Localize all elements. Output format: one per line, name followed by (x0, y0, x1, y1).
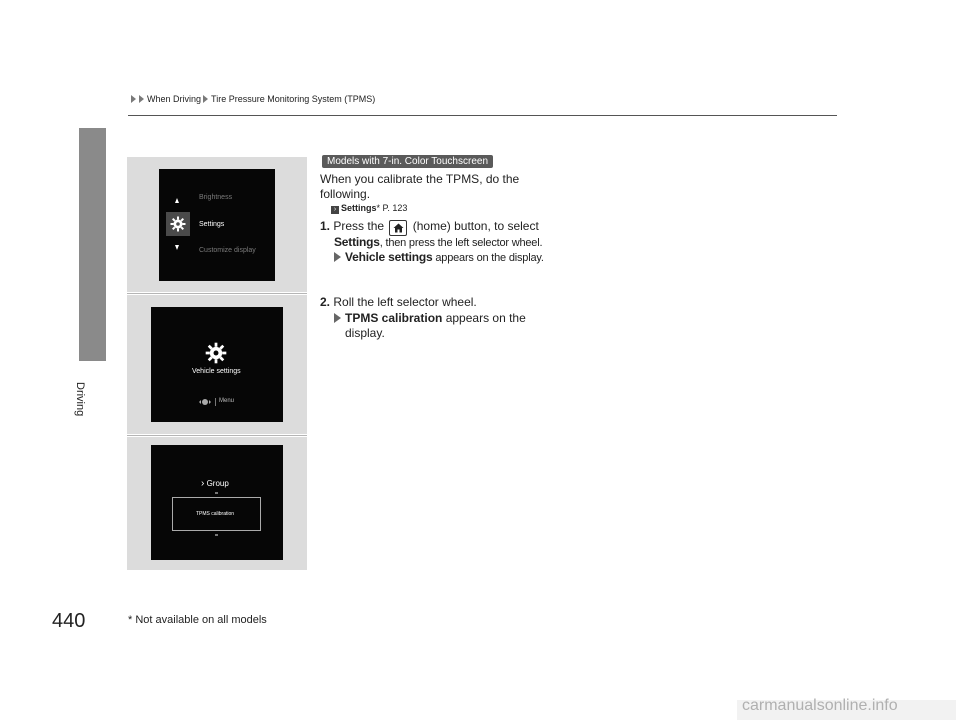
step-1-result (334, 249, 544, 266)
intro-line: following. (320, 187, 371, 201)
chapter-tab (79, 128, 106, 361)
breadcrumb-arrow-icon (203, 95, 208, 103)
reference-page: P. 123 (382, 203, 408, 213)
step-text: (home) button, to select (412, 219, 539, 233)
result-text: appears on the (445, 311, 526, 325)
vehicle-settings-title: Vehicle settings (192, 368, 241, 375)
gear-icon (170, 216, 186, 232)
cross-reference[interactable] (331, 203, 407, 214)
step-2 (320, 294, 477, 310)
breadcrumb (131, 94, 375, 104)
selected-item-frame (172, 497, 261, 531)
group-label: Group (206, 479, 229, 488)
breadcrumb-arrow-icon (139, 95, 144, 103)
screen-image-panel (127, 295, 307, 434)
menu-item-customize-display: Customize display (199, 247, 256, 254)
screen-image-panel (127, 437, 307, 570)
display-screen (151, 307, 283, 422)
arrow-down-icon (175, 245, 179, 250)
panel-separator (127, 293, 307, 294)
page-number: 440 (52, 610, 86, 632)
model-badge: Models with 7-in. Color Touchscreen (322, 155, 493, 168)
breadcrumb-item[interactable]: Tire Pressure Monitoring System (TPMS) (211, 94, 376, 104)
reference-arrow-icon: › (331, 206, 339, 214)
result-bold-term: TPMS calibration (345, 311, 443, 325)
step-text: , then press the left selector wheel. (379, 237, 543, 249)
chapter-label: Driving (74, 382, 86, 417)
display-screen (151, 445, 283, 560)
step-bold-term: Settings (334, 235, 380, 249)
result-text: appears on the display. (435, 252, 544, 264)
tpms-calibration-item: TPMS calibration (196, 511, 235, 517)
display-screen (159, 169, 275, 281)
breadcrumb-item[interactable]: When Driving (147, 94, 202, 104)
step-text: Roll the left selector wheel. (333, 295, 477, 309)
intro-text (320, 172, 519, 202)
step-number: 2. (320, 295, 331, 309)
step-2-result (334, 310, 526, 326)
header-rule (128, 115, 837, 116)
watermark: carmanualsonline.info (742, 697, 898, 714)
menu-item-settings: Settings (199, 221, 225, 228)
chevron-right-icon: › (201, 478, 205, 489)
result-arrow-icon (334, 313, 341, 323)
scroll-indicator-down-icon (215, 534, 218, 536)
result-text: display. (345, 326, 385, 340)
panel-separator (127, 435, 307, 436)
hint-divider (215, 398, 216, 406)
breadcrumb-arrow-icon (131, 95, 136, 103)
screen-image-panel (127, 157, 307, 292)
step-2-result-cont (345, 325, 385, 341)
menu-item-brightness: Brightness (199, 194, 233, 201)
result-arrow-icon (334, 252, 341, 262)
result-bold-term: Vehicle settings (345, 250, 433, 264)
intro-line: When you calibrate the TPMS, do the (320, 172, 520, 186)
gear-icon (205, 342, 227, 364)
arrow-up-icon (175, 198, 179, 203)
footnote: * Not available on all models (128, 614, 267, 626)
reference-star: * (376, 203, 381, 213)
step-number: 1. (320, 219, 331, 233)
step-text: Press the (333, 219, 385, 233)
reference-label: Settings (341, 203, 377, 213)
group-heading (201, 478, 229, 489)
scroll-indicator-up-icon (215, 492, 218, 494)
menu-hint: Menu (219, 398, 235, 404)
selector-wheel-icon (198, 397, 212, 407)
